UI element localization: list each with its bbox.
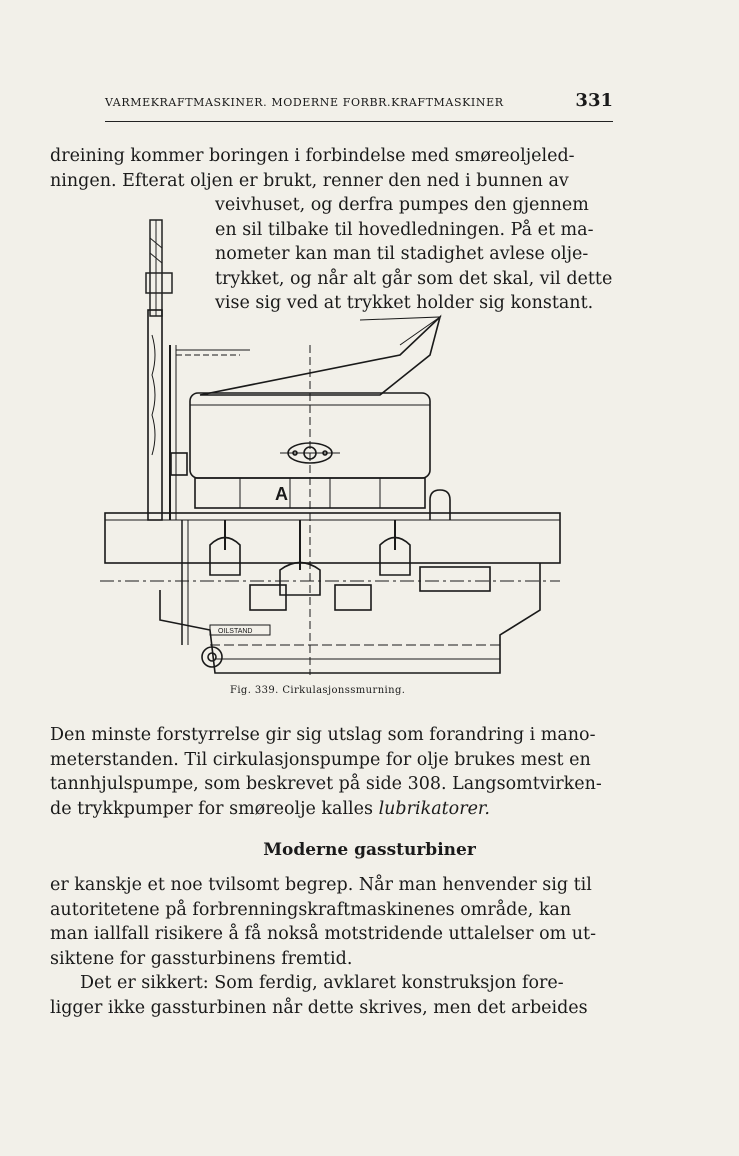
paragraph-2 — [50, 723, 613, 821]
running-title: VARMEKRAFTMASKINER. MODERNE FORBR.KRAFTMASKINER — [105, 96, 504, 109]
text-line-inner: Det er sikkert: Som ferdig, avklaret konstruksjon fore- — [80, 973, 564, 993]
text-line-prefix: de trykkpumper for smøreolje kalles — [50, 798, 379, 819]
manometer-column-figure — [140, 218, 190, 318]
figure-plate-text: OILSTAND — [218, 628, 253, 635]
text-line — [50, 797, 613, 822]
text-line: nometer kan man til stadighet avlese olje- — [215, 244, 589, 264]
text-line: vise sig ved at trykket holder sig konstant. — [215, 293, 594, 313]
engine-figure — [100, 305, 570, 685]
text-line: ligger ikke gassturbinen når dette skrives, men det arbeides — [50, 997, 588, 1018]
page-header — [105, 92, 613, 116]
figure-label-a: A — [275, 484, 288, 504]
text-line: tannhjulspumpe, som beskrevet på side 308. Langsomtvirken- — [50, 774, 602, 794]
text-line: autoritetene på forbrenningskraftmaskinenes område, kan — [50, 899, 572, 920]
paragraph-1-indented — [215, 193, 613, 316]
text-line: er kanskje et noe tvilsomt begrep. Når man henvender sig til — [50, 875, 592, 895]
page-number: 331 — [575, 90, 613, 111]
text-line: veivhuset, og derfra pumpes den gjennem — [215, 195, 589, 215]
text-line: man iallfall risikere å få nokså motstridende uttalelser om ut- — [50, 924, 596, 944]
text-line: ningen. Efterat oljen er brukt, renner den ned i bunnen av — [50, 170, 569, 191]
post-shape — [148, 310, 162, 520]
figure-caption: Fig. 339. Cirkulasjonssmurning. — [230, 685, 406, 696]
text-line: meterstanden. Til cirkulasjonspumpe for olje brukes mest en — [50, 749, 591, 770]
header-rule — [105, 121, 613, 122]
text-line: dreining kommer boringen i forbindelse med smøreoljeled- — [50, 146, 575, 166]
section-title: Moderne gassturbiner — [263, 840, 476, 860]
text-line: siktene for gassturbinens fremtid. — [50, 948, 353, 969]
text-line — [50, 971, 613, 996]
text-line: trykket, og når alt går som det skal, vil dette — [215, 268, 613, 289]
section-body — [50, 873, 613, 1020]
paragraph-1-full — [50, 144, 613, 193]
emphasized-term: lubrikatorer. — [378, 798, 490, 819]
text-line: Den minste forstyrrelse gir sig utslag som forandring i mano- — [50, 725, 596, 745]
text-line: en sil tilbake til hovedledningen. På et ma- — [215, 219, 594, 240]
